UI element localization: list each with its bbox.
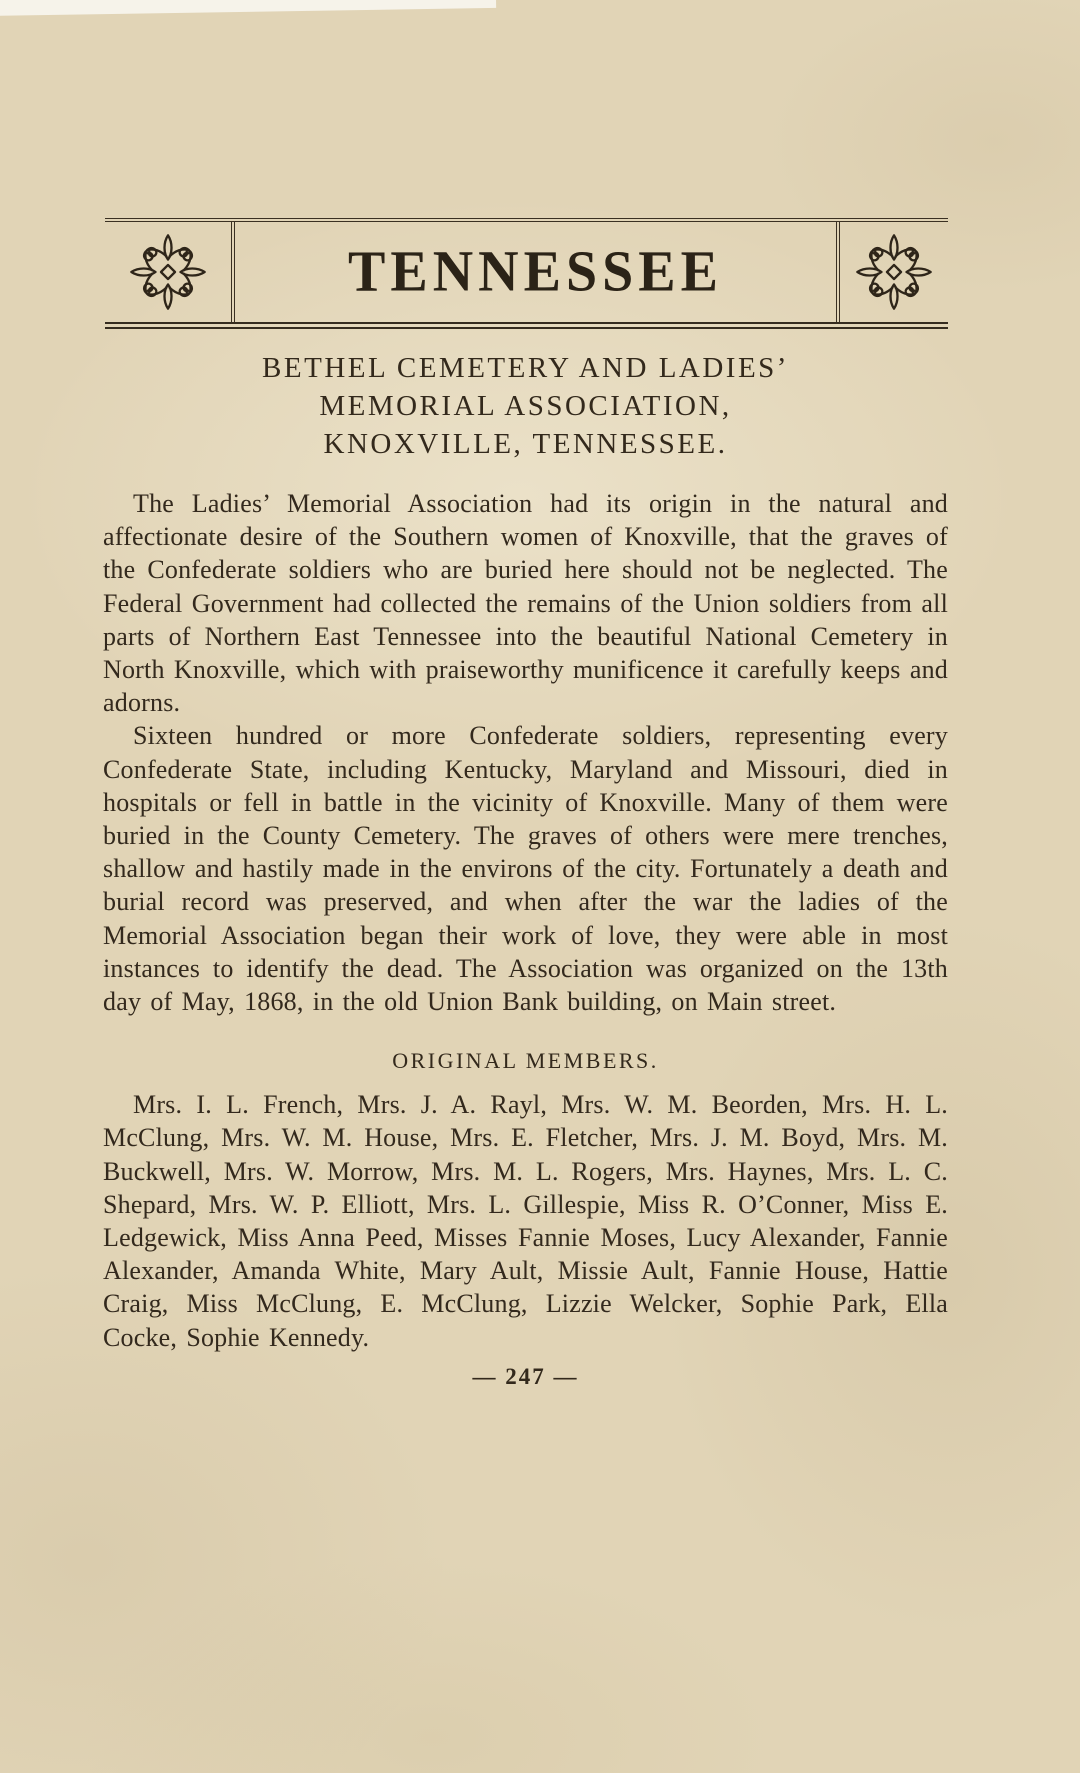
article-title-line-2: MEMORIAL ASSOCIATION, bbox=[319, 390, 732, 422]
article-title-line-3: KNOXVILLE, TENNESSEE. bbox=[323, 428, 728, 460]
fleuron-icon-right bbox=[855, 233, 933, 311]
article-title bbox=[103, 349, 948, 463]
paragraph-members-list: Mrs. I. L. French, Mrs. J. A. Rayl, Mrs. W. M. Beorden, Mrs. H. L. McClung, Mrs. W. M. House, Mrs. E. Fletcher, Mrs. J. M. Boyd, Mrs. M. Buckwell, Mrs. W. Morrow, Mrs. M. L. Rogers, Mrs. Haynes, Mrs. L. C. Shepard, Mrs. W. P. Elliott, Mrs. L. Gillespie, Miss R. O’Conner, Miss E. Ledgewick, Miss Anna Peed, Misses Fannie Moses, Lucy Alexander, Fannie Alexander, Amanda White, Mary Ault, Missie Ault, Fannie House, Hattie Craig, Miss McClung, E. McClung, Lizzie Welcker, Sophie Park, Ella Cocke, Sophie Kennedy. bbox=[103, 1090, 948, 1352]
masthead-left-cell bbox=[105, 222, 235, 322]
masthead-band bbox=[105, 218, 948, 329]
page-number: — 247 — bbox=[472, 1363, 579, 1389]
article-title-line-1: BETHEL CEMETERY AND LADIES’ bbox=[262, 352, 789, 384]
paragraph-origin: The Ladies’ Memorial Association had its origin in the natural and affectionate desire of the Southern women of Knoxville, that the graves of the Confederate soldiers who are buried here should not be neglected. The Federal Government had collected the remains of the Union soldiers from all parts of Northern East Tennessee into the beautiful National Cemetery in North Knoxville, which with praiseworthy munificence it carefully keeps and adorns. bbox=[103, 489, 948, 718]
paragraph-soldiers: Sixteen hundred or more Confederate soldiers, representing every Confederate State, including Kentucky, Maryland and Missouri, died in hospitals or fell in battle in the vicinity of Knoxville. Many of them were buried in the County Cemetery. The graves of others were mere trenches, shallow and hastily made in the environs of the city. Fortunately a death and burial record was preserved, and when after the war the ladies of the Memorial Association began their work of love, they were able in most instances to identify the dead. The Association was organized on the 13th day of May, 1868, in the old Union Bank building, on Main street. bbox=[103, 721, 948, 1017]
masthead-title: TENNESSEE bbox=[348, 239, 723, 305]
article-content bbox=[103, 349, 948, 1390]
fleuron-icon-left bbox=[129, 233, 207, 311]
section-heading-original-members: ORIGINAL MEMBERS. bbox=[392, 1048, 659, 1074]
masthead-right-cell bbox=[836, 222, 948, 322]
masthead-title-cell bbox=[235, 222, 836, 322]
scan-edge-artifact bbox=[0, 0, 496, 16]
